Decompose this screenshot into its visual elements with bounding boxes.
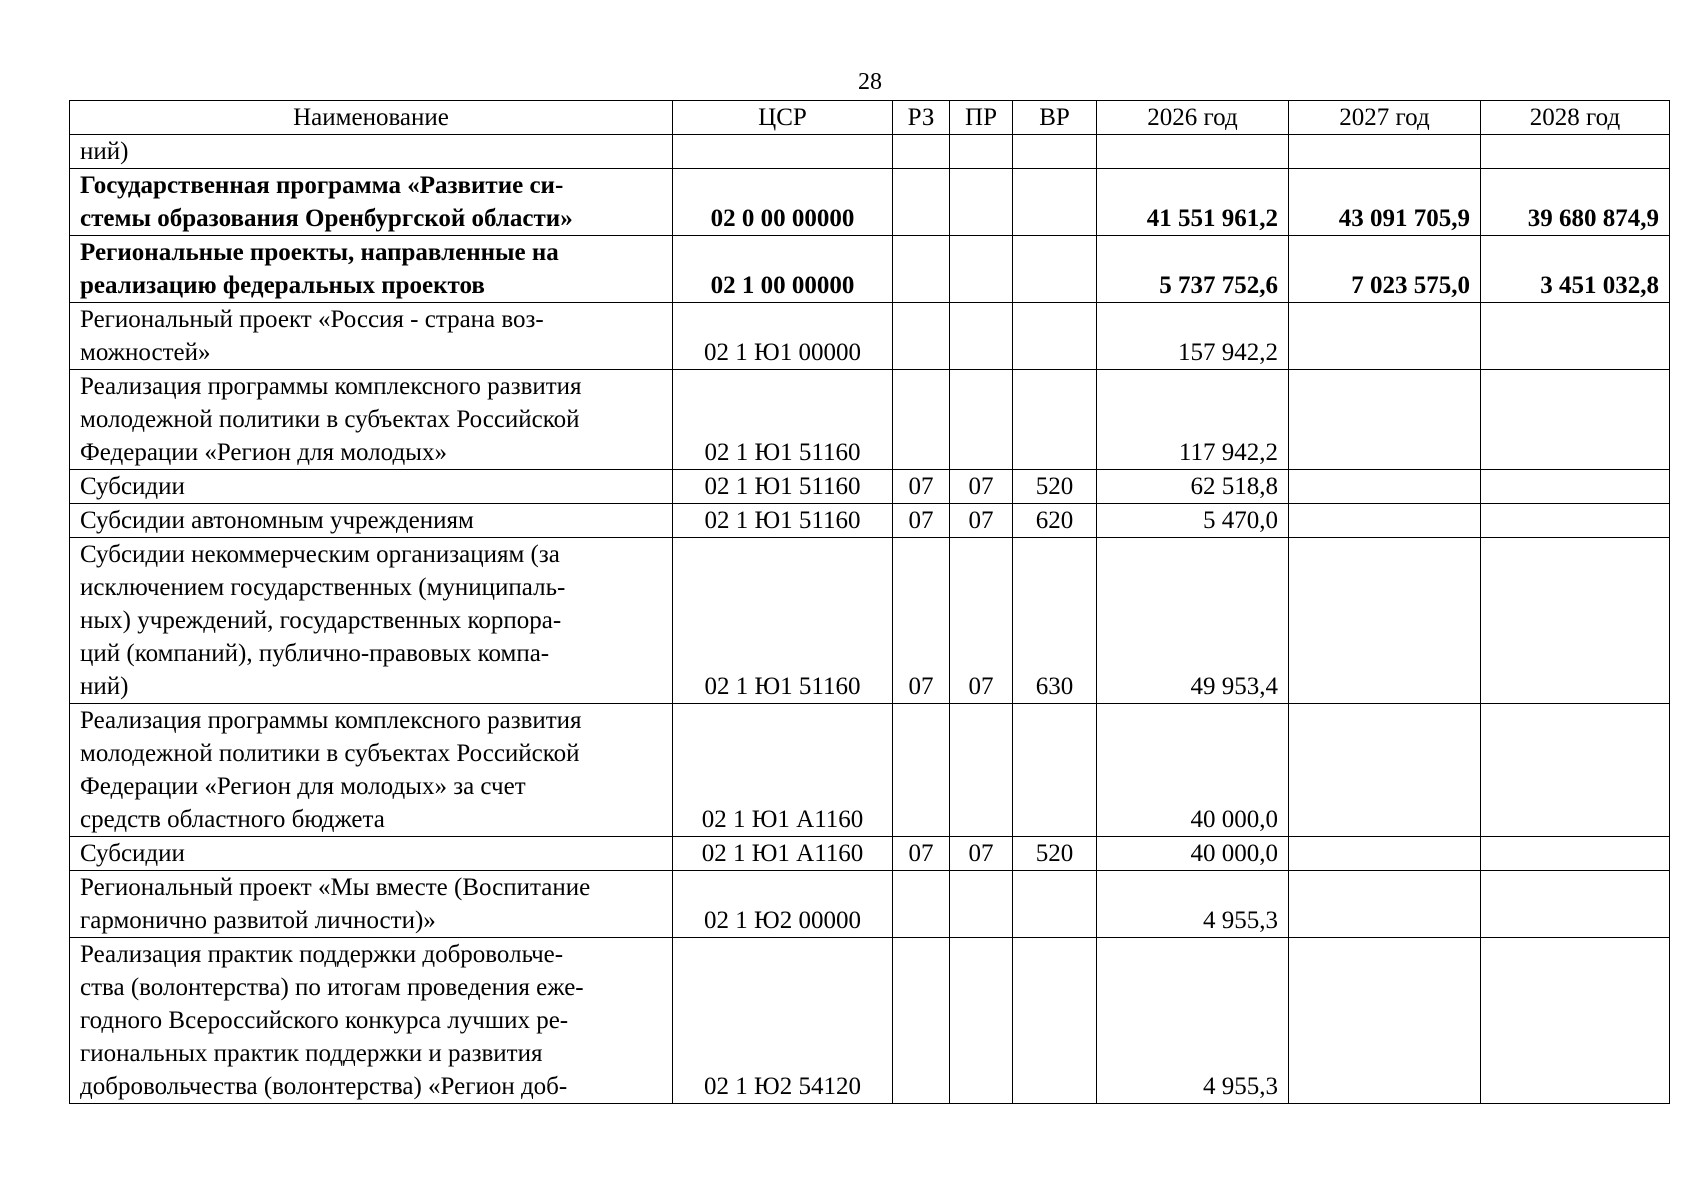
row-2027 [1289,504,1481,538]
row-csr: 02 1 Ю1 51160 [673,370,893,470]
row-2026: 117 942,2 [1097,370,1289,470]
row-2027 [1289,303,1481,370]
row-2028 [1481,504,1670,538]
row-pr [950,370,1013,470]
table-row [70,837,1670,871]
row-csr: 02 1 Ю1 51160 [673,538,893,704]
table-row [70,538,1670,704]
row-2026 [1097,135,1289,169]
row-rz [893,704,950,837]
row-rz [893,370,950,470]
row-rz [893,236,950,303]
row-pr [950,938,1013,1104]
row-2028 [1481,370,1670,470]
row-2026: 4 955,3 [1097,938,1289,1104]
row-rz: 07 [893,504,950,538]
row-pr [950,169,1013,236]
row-vr [1013,236,1097,303]
row-name: ний) [70,135,673,169]
row-vr [1013,370,1097,470]
row-vr [1013,135,1097,169]
table-row [70,871,1670,938]
row-name: Региональные проекты, направленные на реализацию федеральных проектов [70,236,673,303]
table-row [70,370,1670,470]
row-csr [673,135,893,169]
row-2027 [1289,538,1481,704]
row-name: Субсидии некоммерческим организациям (за исключением государственных (муниципаль- ных) учреждений, государственных корпора- ций (компаний), публично-правовых компа- ний) [70,538,673,704]
row-rz [893,135,950,169]
row-csr: 02 1 Ю1 А1160 [673,837,893,871]
row-pr: 07 [950,837,1013,871]
row-2027: 7 023 575,0 [1289,236,1481,303]
row-name: Государственная программа «Развитие си- стемы образования Оренбургской области» [70,169,673,236]
row-2026: 40 000,0 [1097,704,1289,837]
header-pr: ПР [950,101,1013,135]
row-pr: 07 [950,470,1013,504]
table-row [70,504,1670,538]
header-2028: 2028 год [1481,101,1670,135]
row-rz: 07 [893,470,950,504]
row-vr [1013,704,1097,837]
row-name: Реализация программы комплексного развития молодежной политики в субъектах Российской Федерации «Регион для молодых» [70,370,673,470]
row-2026: 62 518,8 [1097,470,1289,504]
row-2027 [1289,871,1481,938]
row-name: Региональный проект «Мы вместе (Воспитание гармонично развитой личности)» [70,871,673,938]
row-2026: 49 953,4 [1097,538,1289,704]
row-name: Субсидии [70,837,673,871]
table-row [70,236,1670,303]
page-number: 28 [858,69,882,95]
row-2027 [1289,837,1481,871]
row-csr: 02 1 Ю2 00000 [673,871,893,938]
row-vr [1013,303,1097,370]
row-vr [1013,871,1097,938]
row-pr [950,871,1013,938]
table-row [70,704,1670,837]
row-pr [950,135,1013,169]
header-vr: ВР [1013,101,1097,135]
row-2026: 4 955,3 [1097,871,1289,938]
budget-table [69,100,1670,1104]
row-rz: 07 [893,837,950,871]
row-2028 [1481,538,1670,704]
row-name: Реализация программы комплексного развития молодежной политики в субъектах Российской Федерации «Регион для молодых» за счет средств областного бюджета [70,704,673,837]
row-csr: 02 0 00 00000 [673,169,893,236]
row-2027: 43 091 705,9 [1289,169,1481,236]
row-2028 [1481,303,1670,370]
row-csr: 02 1 00 00000 [673,236,893,303]
row-rz [893,169,950,236]
row-vr [1013,169,1097,236]
row-rz [893,303,950,370]
row-2027 [1289,704,1481,837]
row-2026: 41 551 961,2 [1097,169,1289,236]
row-pr: 07 [950,538,1013,704]
row-name: Субсидии автономным учреждениям [70,504,673,538]
row-pr [950,303,1013,370]
row-2026: 157 942,2 [1097,303,1289,370]
row-vr: 630 [1013,538,1097,704]
row-2028 [1481,837,1670,871]
row-vr [1013,938,1097,1104]
header-rz: РЗ [893,101,950,135]
row-2027 [1289,370,1481,470]
table-row [70,169,1670,236]
row-name: Региональный проект «Россия - страна воз- можностей» [70,303,673,370]
row-2028 [1481,871,1670,938]
row-2028: 3 451 032,8 [1481,236,1670,303]
row-csr: 02 1 Ю1 А1160 [673,704,893,837]
row-vr: 520 [1013,837,1097,871]
row-rz [893,871,950,938]
row-2027 [1289,938,1481,1104]
row-2028 [1481,470,1670,504]
row-2026: 5 737 752,6 [1097,236,1289,303]
row-name: Реализация практик поддержки добровольче- ства (волонтерства) по итогам проведения еже- годного Всероссийского конкурса лучших ре- гиональных практик поддержки и развития добровольчества (волонтерства) «Регион доб- [70,938,673,1104]
row-pr [950,236,1013,303]
row-csr: 02 1 Ю1 51160 [673,504,893,538]
row-rz: 07 [893,538,950,704]
header-csr: ЦСР [673,101,893,135]
row-csr: 02 1 Ю1 00000 [673,303,893,370]
table-row [70,135,1670,169]
header-row [70,101,1670,135]
row-2028 [1481,135,1670,169]
table-row [70,470,1670,504]
row-vr: 620 [1013,504,1097,538]
row-2026: 40 000,0 [1097,837,1289,871]
row-2026: 5 470,0 [1097,504,1289,538]
header-2027: 2027 год [1289,101,1481,135]
row-name: Субсидии [70,470,673,504]
table-row [70,938,1670,1104]
row-2028 [1481,704,1670,837]
header-2026: 2026 год [1097,101,1289,135]
header-name: Наименование [70,101,673,135]
row-2027 [1289,470,1481,504]
row-rz [893,938,950,1104]
row-pr: 07 [950,504,1013,538]
row-2028 [1481,938,1670,1104]
row-pr [950,704,1013,837]
row-2027 [1289,135,1481,169]
row-csr: 02 1 Ю2 54120 [673,938,893,1104]
row-vr: 520 [1013,470,1097,504]
table-row [70,303,1670,370]
row-2028: 39 680 874,9 [1481,169,1670,236]
row-csr: 02 1 Ю1 51160 [673,470,893,504]
